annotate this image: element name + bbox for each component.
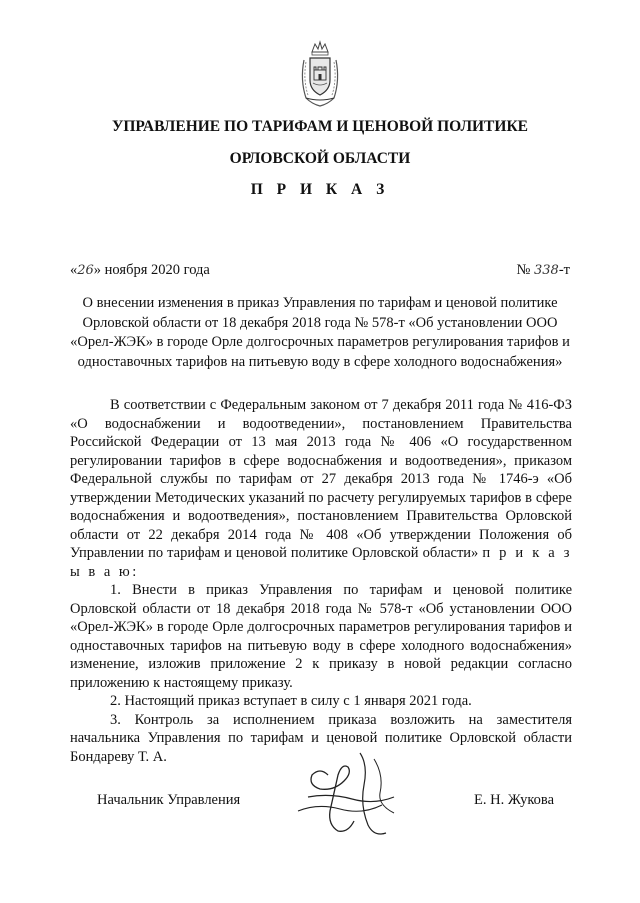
agency-title: УПРАВЛЕНИЕ ПО ТАРИФАМ И ЦЕНОВОЙ ПОЛИТИКЕ [111,118,529,135]
date-open-quote: « [70,262,78,278]
signer-title: Начальник Управления [97,792,241,808]
number-suffix: -т [558,262,570,278]
order-directive: п р и к а з ы в а ю: [70,545,572,580]
order-item-3: 3. Контроль за исполнением приказа возложить на заместителя начальника Управления по тарифам и ценовой политике Орловской области Бондареву Т. А. [70,711,572,765]
order-item-1: 1. Внести в приказ Управления по тарифам и ценовой политике Орловской области от 18 декабря 2018 года № 578-т «Об установлении ООО «Орел-ЖЭК» в городе Орле долгосрочных параметров регулирования тарифов и одноставочных тарифов на питьевую воду в сфере холодного водоснабжения» изменение, изложив приложение 2 к приказу в новой редакции согласно приложению к настоящему приказу. [70,582,572,691]
signer-name: Е. Н. Жукова [474,792,555,808]
order-body [70,396,572,766]
preamble-paragraph [70,396,572,581]
document-type-title: П Р И К А З [250,181,390,198]
date-rest: » ноября 2020 года [93,262,210,278]
region-title: ОРЛОВСКОЙ ОБЛАСТИ [229,150,411,167]
order-subject: О внесении изменения в приказ Управления по тарифам и ценовой политике Орловской области от 18 декабря 2018 года № 578-т «Об установлении ООО «Орел-ЖЭК» в городе Орле долгосрочных параметров регулирования тарифов и одноставочных тарифов на питьевую воду в сфере холодного водоснабжения» [70,295,570,370]
date-day-handwritten: 26 [77,263,94,278]
coat-of-arms-emblem [298,40,342,108]
handwritten-signature [290,745,420,845]
number-value-handwritten: 338 [534,263,559,278]
preamble-text: В соответствии с Федеральным законом от 7 декабря 2011 года № 416-ФЗ «О водоснабжении и водоотведении», постановлением Правительства Российской Федерации от 13 мая 2013 года № 406 «О государственном регулировании тарифов в сфере водоснабжения и водоотведения», приказом Федеральной службы по тарифам от 27 декабря 2013 года № 1746-э «Об утверждении Методических указаний по расчету регулируемых тарифов в сфере водоснабжения и водоотведения», постановлением Правительства Орловской области от 22 декабря 2014 года № 408 «Об утверждении Положения об Управлении по тарифам и ценовой политике Орловской области» [70,397,572,561]
order-item-2: 2. Настоящий приказ вступает в силу с 1 января 2021 года. [110,693,472,709]
order-number [517,262,570,279]
number-prefix: № [516,262,534,278]
order-date [70,262,210,279]
